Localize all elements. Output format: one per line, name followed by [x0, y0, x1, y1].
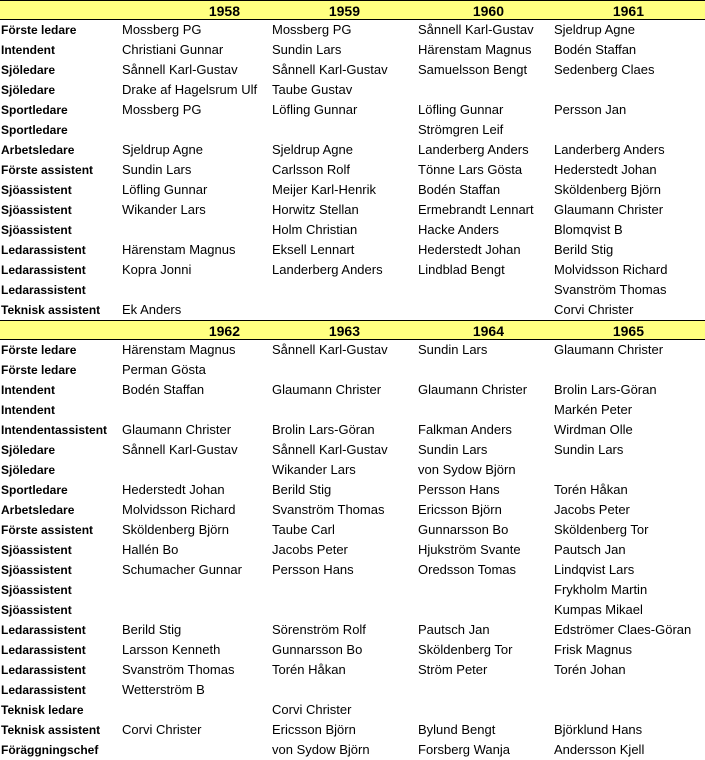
role-label: Förste assistent: [1, 523, 94, 537]
person-name-cell: Gunnarsson Bo: [418, 522, 509, 537]
person-name-cell: Svanström Thomas: [272, 502, 385, 517]
person-name-cell: Christiani Gunnar: [122, 42, 224, 57]
person-name-cell: [122, 220, 268, 240]
person-name-cell: [554, 80, 704, 100]
person-name-cell: [122, 740, 268, 760]
person-name-cell: Berild Stig: [122, 622, 182, 637]
person-name-cell: Taube Carl: [272, 522, 335, 537]
person-name-cell: Brolin Lars-Göran: [272, 422, 375, 437]
person-name-cell: Sånnell Karl-Gustav: [272, 62, 388, 77]
person-name-cell: Carlsson Rolf: [272, 162, 351, 177]
role-label: Intendent: [1, 383, 55, 397]
person-name-cell: [554, 120, 704, 140]
person-name-cell: Sånnell Karl-Gustav: [122, 442, 238, 457]
person-name-cell: Edströmer Claes-Göran: [554, 622, 692, 637]
table-row: [0, 240, 705, 260]
table-row: [0, 700, 705, 720]
person-name-cell: [122, 600, 268, 620]
role-label: Sjöledare: [1, 463, 56, 477]
role-label: Teknisk ledare: [1, 703, 84, 717]
role-label: Sjöassistent: [1, 563, 72, 577]
person-name-cell: Svanström Thomas: [554, 282, 667, 297]
role-label: Ledarassistent: [1, 683, 86, 697]
person-name-cell: [418, 680, 552, 700]
person-name-cell: Lindblad Bengt: [418, 262, 505, 277]
person-name-cell: Corvi Christer: [554, 302, 634, 317]
person-name-cell: Forsberg Wanja: [418, 742, 510, 757]
person-name-cell: [554, 360, 704, 380]
person-name-cell: [418, 700, 552, 720]
role-label: Intendent: [1, 43, 55, 57]
person-name-cell: [122, 280, 268, 300]
year-header: 1963: [328, 323, 360, 339]
table-row: [0, 540, 705, 560]
person-name-cell: Mossberg PG: [272, 22, 352, 37]
table-row: [0, 460, 705, 480]
table-row: [0, 680, 705, 700]
person-name-cell: Berild Stig: [272, 482, 332, 497]
person-name-cell: Löfling Gunnar: [272, 102, 358, 117]
table-row: [0, 480, 705, 500]
person-name-cell: [272, 280, 416, 300]
person-name-cell: Oredsson Tomas: [418, 562, 517, 577]
person-name-cell: [418, 580, 552, 600]
person-name-cell: [554, 700, 704, 720]
table-row: [0, 160, 705, 180]
person-name-cell: [418, 400, 552, 420]
person-name-cell: Ericsson Björn: [272, 722, 356, 737]
person-name-cell: Wikander Lars: [122, 202, 206, 217]
person-name-cell: Hederstedt Johan: [554, 162, 657, 177]
person-name-cell: [554, 680, 704, 700]
person-name-cell: Wikander Lars: [272, 462, 356, 477]
person-name-cell: Frykholm Martin: [554, 582, 648, 597]
person-name-cell: Hederstedt Johan: [418, 242, 521, 257]
role-label: Sjöledare: [1, 83, 56, 97]
table-row: [0, 660, 705, 680]
role-label: Föräggningschef: [1, 743, 99, 757]
person-name-cell: Hederstedt Johan: [122, 482, 225, 497]
person-name-cell: Härenstam Magnus: [122, 242, 236, 257]
person-name-cell: Löfling Gunnar: [122, 182, 208, 197]
person-name-cell: Markén Peter: [554, 402, 633, 417]
person-name-cell: Holm Christian: [272, 222, 358, 237]
person-name-cell: [272, 120, 416, 140]
person-name-cell: Blomqvist B: [554, 222, 623, 237]
role-label: Sjöassistent: [1, 603, 72, 617]
person-name-cell: [418, 80, 552, 100]
table-row: [0, 640, 705, 660]
table-row: [0, 340, 705, 360]
role-label: Sportledare: [1, 123, 68, 137]
person-name-cell: von Sydow Björn: [272, 742, 370, 757]
table-row: [0, 300, 705, 320]
year-header: 1959: [328, 3, 360, 19]
person-name-cell: Lindqvist Lars: [554, 562, 635, 577]
person-name-cell: Sånnell Karl-Gustav: [122, 62, 238, 77]
person-name-cell: Sörenström Rolf: [272, 622, 366, 637]
person-name-cell: Sköldenberg Tor: [554, 522, 649, 537]
role-label: Förste assistent: [1, 163, 94, 177]
person-name-cell: Glaumann Christer: [554, 202, 664, 217]
person-name-cell: [418, 300, 552, 320]
person-name-cell: Björklund Hans: [554, 722, 643, 737]
role-label: Intendentassistent: [1, 423, 108, 437]
person-name-cell: Torén Håkan: [272, 662, 346, 677]
table-row: [0, 500, 705, 520]
person-name-cell: [418, 360, 552, 380]
person-name-cell: Persson Hans: [418, 482, 500, 497]
person-name-cell: Sköldenberg Björn: [554, 182, 661, 197]
table-row: [0, 140, 705, 160]
year-header: 1962: [208, 323, 240, 339]
table-row: [0, 40, 705, 60]
person-name-cell: Landerberg Anders: [418, 142, 529, 157]
person-name-cell: Wetterström B: [122, 682, 205, 697]
person-name-cell: [554, 460, 704, 480]
table-row: [0, 220, 705, 240]
person-name-cell: Berild Stig: [554, 242, 614, 257]
role-label: Sjöledare: [1, 443, 56, 457]
person-name-cell: Ström Peter: [418, 662, 488, 677]
person-name-cell: Brolin Lars-Göran: [554, 382, 657, 397]
role-label: Ledarassistent: [1, 663, 86, 677]
person-name-cell: Sundin Lars: [554, 442, 624, 457]
person-name-cell: Kopra Jonni: [122, 262, 192, 277]
person-name-cell: Ermebrandt Lennart: [418, 202, 534, 217]
role-label: Sjöassistent: [1, 543, 72, 557]
person-name-cell: Hallén Bo: [122, 542, 179, 557]
role-label: Sjöassistent: [1, 583, 72, 597]
table-row: [0, 180, 705, 200]
table-row: [0, 120, 705, 140]
person-name-cell: Sånnell Karl-Gustav: [272, 342, 388, 357]
person-name-cell: Svanström Thomas: [122, 662, 235, 677]
table-row: [0, 400, 705, 420]
person-name-cell: [272, 400, 416, 420]
person-name-cell: Sedenberg Claes: [554, 62, 655, 77]
table-row: [0, 20, 705, 40]
role-label: Sportledare: [1, 103, 68, 117]
table-row: [0, 100, 705, 120]
year-header-row: [0, 0, 705, 20]
table-row: [0, 200, 705, 220]
person-name-cell: [272, 360, 416, 380]
role-label: Teknisk assistent: [1, 303, 101, 317]
person-name-cell: Frisk Magnus: [554, 642, 633, 657]
role-label: Ledarassistent: [1, 283, 86, 297]
table-row: [0, 740, 705, 760]
role-label: Arbetsledare: [1, 503, 75, 517]
person-name-cell: Sundin Lars: [272, 42, 342, 57]
role-label: Ledarassistent: [1, 263, 86, 277]
person-name-cell: Bylund Bengt: [418, 722, 496, 737]
table-row: [0, 60, 705, 80]
person-name-cell: Jacobs Peter: [272, 542, 348, 557]
person-name-cell: Persson Jan: [554, 102, 627, 117]
person-name-cell: Mossberg PG: [122, 102, 202, 117]
person-name-cell: Härenstam Magnus: [418, 42, 532, 57]
year-header-row: [0, 320, 705, 340]
person-name-cell: Persson Hans: [272, 562, 354, 577]
person-name-cell: Samuelsson Bengt: [418, 62, 528, 77]
person-name-cell: Landerberg Anders: [272, 262, 383, 277]
person-name-cell: [122, 120, 268, 140]
role-label: Arbetsledare: [1, 143, 75, 157]
person-name-cell: Molvidsson Richard: [554, 262, 668, 277]
person-name-cell: Falkman Anders: [418, 422, 512, 437]
role-label: Förste ledare: [1, 343, 77, 357]
person-name-cell: [122, 700, 268, 720]
role-label: Teknisk assistent: [1, 723, 101, 737]
person-name-cell: Strömgren Leif: [418, 122, 504, 137]
role-label: Ledarassistent: [1, 643, 86, 657]
person-name-cell: Corvi Christer: [272, 702, 352, 717]
person-name-cell: Taube Gustav: [272, 82, 353, 97]
person-name-cell: Horwitz Stellan: [272, 202, 359, 217]
person-name-cell: Sjeldrup Agne: [122, 142, 203, 157]
person-name-cell: Ericsson Björn: [418, 502, 502, 517]
person-name-cell: [418, 280, 552, 300]
person-name-cell: von Sydow Björn: [418, 462, 516, 477]
person-name-cell: Sundin Lars: [418, 342, 488, 357]
person-name-cell: [418, 600, 552, 620]
person-name-cell: Mossberg PG: [122, 22, 202, 37]
role-label: Förste ledare: [1, 363, 77, 377]
role-label: Intendent: [1, 403, 55, 417]
person-name-cell: Sånnell Karl-Gustav: [418, 22, 534, 37]
table-row: [0, 720, 705, 740]
person-name-cell: [272, 680, 416, 700]
person-name-cell: Sundin Lars: [418, 442, 488, 457]
person-name-cell: [122, 400, 268, 420]
year-header: 1964: [472, 323, 504, 339]
person-name-cell: [272, 580, 416, 600]
role-label: Sjöassistent: [1, 223, 72, 237]
person-name-cell: Hacke Anders: [418, 222, 499, 237]
person-name-cell: Schumacher Gunnar: [122, 562, 242, 577]
person-name-cell: Glaumann Christer: [554, 342, 664, 357]
person-name-cell: Hjukström Svante: [418, 542, 521, 557]
role-label: Sjöledare: [1, 63, 56, 77]
person-name-cell: Bodén Staffan: [554, 42, 637, 57]
person-name-cell: Bodén Staffan: [418, 182, 501, 197]
person-name-cell: Meijer Karl-Henrik: [272, 182, 377, 197]
table-row: [0, 560, 705, 580]
person-name-cell: Glaumann Christer: [272, 382, 382, 397]
person-name-cell: Gunnarsson Bo: [272, 642, 363, 657]
person-name-cell: Sköldenberg Björn: [122, 522, 229, 537]
role-label: Ledarassistent: [1, 623, 86, 637]
person-name-cell: Pautsch Jan: [554, 542, 626, 557]
table-row: [0, 360, 705, 380]
person-name-cell: Drake af Hagelsrum Ulf: [122, 82, 258, 97]
person-name-cell: Torén Håkan: [554, 482, 628, 497]
person-name-cell: Pautsch Jan: [418, 622, 490, 637]
person-name-cell: Sundin Lars: [122, 162, 192, 177]
person-name-cell: Glaumann Christer: [418, 382, 528, 397]
table-row: [0, 80, 705, 100]
person-name-cell: Larsson Kenneth: [122, 642, 221, 657]
person-name-cell: Glaumann Christer: [122, 422, 232, 437]
person-name-cell: Kumpas Mikael: [554, 602, 643, 617]
role-label: Ledarassistent: [1, 243, 86, 257]
person-name-cell: Bodén Staffan: [122, 382, 205, 397]
table-row: [0, 260, 705, 280]
table-row: [0, 620, 705, 640]
person-name-cell: [122, 460, 268, 480]
person-name-cell: Sjeldrup Agne: [554, 22, 635, 37]
year-header: 1961: [612, 3, 644, 19]
person-name-cell: Jacobs Peter: [554, 502, 630, 517]
year-header: 1960: [472, 3, 504, 19]
table-row: [0, 600, 705, 620]
person-name-cell: Härenstam Magnus: [122, 342, 236, 357]
role-label: Sportledare: [1, 483, 68, 497]
table-row: [0, 380, 705, 400]
role-label: Sjöassistent: [1, 203, 72, 217]
table-row: [0, 580, 705, 600]
person-name-cell: Eksell Lennart: [272, 242, 355, 257]
person-name-cell: Sjeldrup Agne: [272, 142, 353, 157]
person-name-cell: Torén Johan: [554, 662, 626, 677]
person-name-cell: Corvi Christer: [122, 722, 202, 737]
person-name-cell: Ek Anders: [122, 302, 182, 317]
person-name-cell: [272, 300, 416, 320]
year-header: 1958: [208, 3, 240, 19]
person-name-cell: Perman Gösta: [122, 362, 206, 377]
person-name-cell: Sånnell Karl-Gustav: [272, 442, 388, 457]
person-name-cell: Wirdman Olle: [554, 422, 633, 437]
person-name-cell: [122, 580, 268, 600]
table-row: [0, 520, 705, 540]
table-row: [0, 420, 705, 440]
person-name-cell: Andersson Kjell: [554, 742, 645, 757]
person-name-cell: Molvidsson Richard: [122, 502, 236, 517]
table-row: [0, 440, 705, 460]
year-header: 1965: [612, 323, 644, 339]
person-name-cell: Sköldenberg Tor: [418, 642, 513, 657]
role-label: Sjöassistent: [1, 183, 72, 197]
person-name-cell: Löfling Gunnar: [418, 102, 504, 117]
role-label: Förste ledare: [1, 23, 77, 37]
person-name-cell: Landerberg Anders: [554, 142, 665, 157]
table-row: [0, 280, 705, 300]
person-name-cell: Tönne Lars Gösta: [418, 162, 523, 177]
person-name-cell: [272, 600, 416, 620]
